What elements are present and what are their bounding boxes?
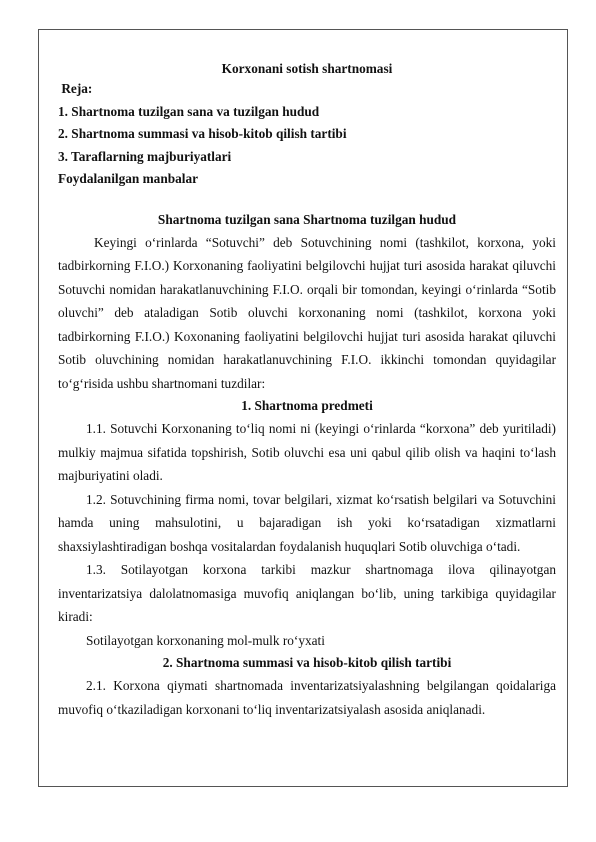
clause-2-1: 2.1. Korxona qiymati shartnomada inventarizatsiyalashning belgilangan qoidalariga muvofiq o‘tkaziladigan korxonani to‘liq inventarizatsiyalash asosida aniqlanadi.: [58, 678, 556, 717]
plan-item-sources: Foydalanilgan manbalar: [58, 171, 199, 186]
clause-1-3: 1.3. Sotilayotgan korxona tarkibi mazkur shartnomaga ilova qilinayotgan inventarizatsiya dalolatnomasiga muvofiq aniqlangan bo‘lib, uning tarkibiga quyidagilar kiradi:: [58, 562, 556, 624]
plan-heading: Reja:: [58, 81, 93, 96]
intro-section-title: Shartnoma tuzilgan sana Shartnoma tuzilgan hudud: [157, 211, 457, 227]
plan-item-3: 3. Taraflarning majburiyatlari: [58, 148, 232, 164]
plan-item-1: 1. Shartnoma tuzilgan sana va tuzilgan hudud: [58, 103, 320, 119]
property-list-line: Sotilayotgan korxonaning mol-mulk ro‘yxati: [86, 632, 325, 648]
section-1-title: 1. Shartnoma predmeti: [241, 398, 373, 413]
plan-item-2: 2. Shartnoma summasi va hisob-kitob qilish tartibi: [58, 126, 347, 141]
intro-paragraph: Keyingi o‘rinlarda “Sotuvchi” deb Sotuvchining nomi (tashkilot, korxona, yoki tadbirkorning F.I.O.) Korxonaning faoliyatini belgilovchi hujjat turi asosida harakat qiluvchi Sotuvchi nomidan harakatlanuvchining F.I.O. orqali bir tomondan, keyingi o‘rinlarda “Sotib oluvchi” deb ataladigan Sotib oluvchi korxonaning nomi (tashkilot, korxona yoki tadbirkorning F.I.O.) Koxonaning faoliyatini belgilovchi hujjat turi asosida harakat qiluvchi Sotib oluvchining nomidan harakatlanuvchining F.I.O. ikkinchi tomondan quyidagilar to‘g‘risida ushbu shartnomani tuzdilar:: [58, 234, 556, 391]
clause-1-2: 1.2. Sotuvchining firma nomi, tovar belgilari, xizmat ko‘rsatish belgilari va Sotuvchini hamda uning mahsulotini, u bajaradigan ish yoki ko‘rsatadigan xizmatlarni shaxsiylashtiradigan boshqa vositalardan foydalanish huquqlari Sotib oluvchiga o‘tadi.: [58, 491, 556, 554]
clause-1-1: 1.1. Sotuvchi Korxonaning to‘liq nomi ni (keyingi o‘rinlarda “korxona” deb yuritiladi) mulkiy majmua sifatida topshirish, Sotib oluvchi esa uni qabul qilib olish va haqini to‘lash majburiyatini oladi.: [58, 421, 556, 483]
document-body: [58, 59, 556, 721]
document-title: Korxonani sotish shartnomasi: [221, 61, 393, 76]
section-2-title: 2. Shartnoma summasi va hisob-kitob qilish tartibi: [162, 655, 452, 670]
